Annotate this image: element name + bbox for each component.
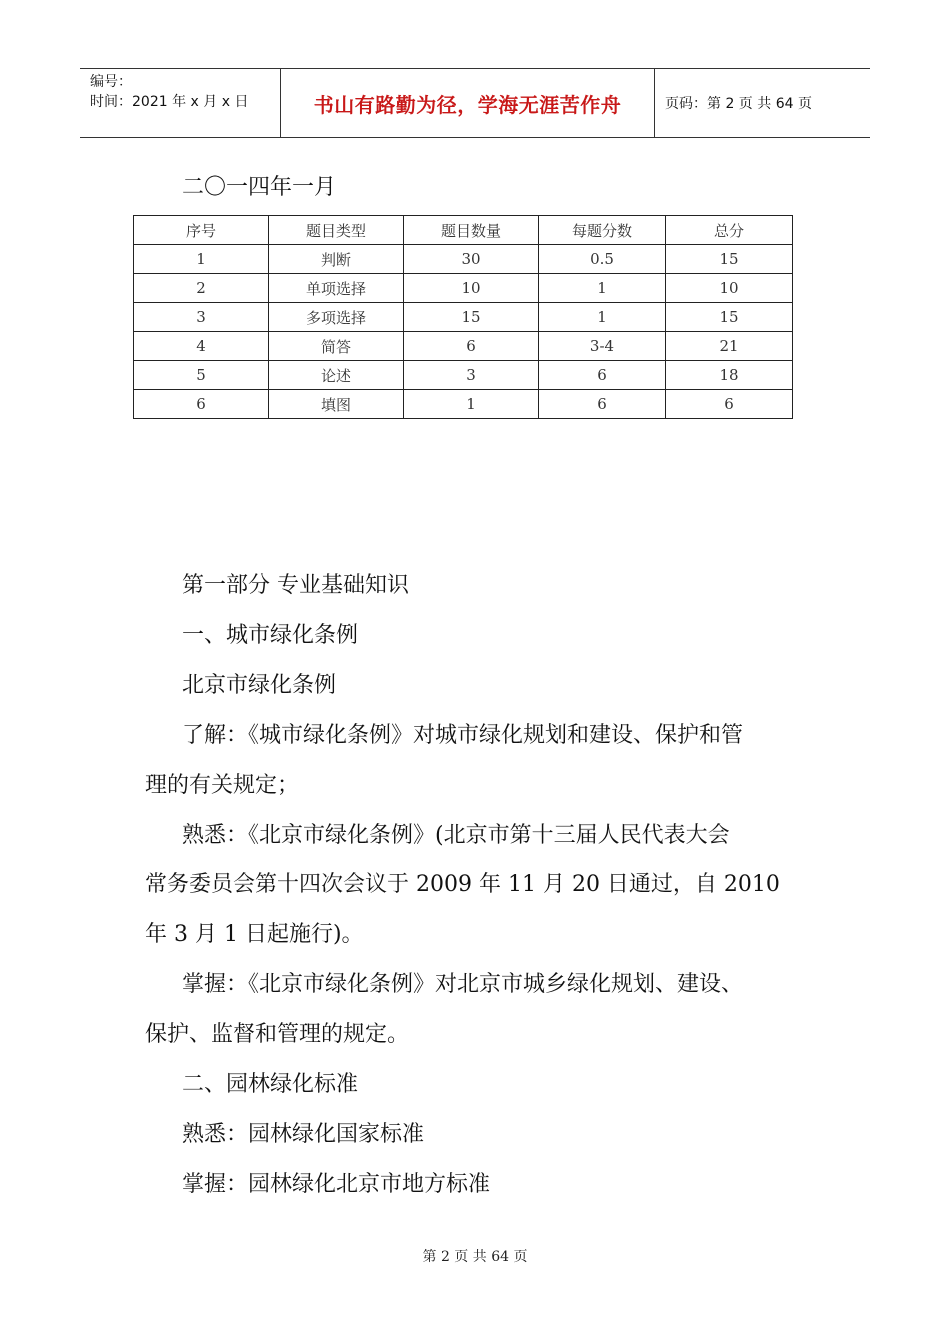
table-cell: 0.5 — [539, 245, 666, 274]
motto: 书山有路勤为径，学海无涯苦作舟 — [313, 92, 622, 117]
page-header — [80, 68, 870, 138]
number-label: 编号： — [90, 74, 132, 90]
paragraph: 熟悉：《北京市绿化条例》(北京市第十三届人民代表大会 — [182, 823, 730, 848]
table-row — [134, 390, 793, 419]
table-cell: 简答 — [269, 332, 404, 361]
subsection-heading: 一、城市绿化条例 — [182, 623, 359, 648]
table-header-cell: 每题分数 — [539, 216, 666, 245]
subsection-heading: 二、园林绿化标准 — [182, 1072, 359, 1097]
paragraph: 掌握：园林绿化北京市地方标准 — [182, 1172, 491, 1197]
table-cell: 18 — [666, 361, 793, 390]
table-row — [134, 332, 793, 361]
table-cell: 1 — [539, 303, 666, 332]
time-label: 时间：2021 年 x 月 x 日 — [90, 94, 249, 110]
table-cell: 3 — [404, 361, 539, 390]
table-header-cell: 总分 — [666, 216, 793, 245]
header-meta — [80, 69, 280, 137]
table-row — [134, 274, 793, 303]
table-header-cell: 序号 — [134, 216, 269, 245]
table-cell: 15 — [404, 303, 539, 332]
table-cell: 10 — [666, 274, 793, 303]
paragraph: 理的有关规定； — [145, 773, 300, 798]
table-cell: 多项选择 — [269, 303, 404, 332]
paragraph: 常务委员会第十四次会议于 2009 年 11 月 20 日通过，自 2010 — [145, 872, 780, 897]
table-cell: 6 — [134, 390, 269, 419]
table-cell: 填图 — [269, 390, 404, 419]
table-cell: 3 — [134, 303, 269, 332]
table-header-row — [134, 216, 793, 245]
table-cell: 3-4 — [539, 332, 666, 361]
paragraph: 年 3 月 1 日起施行)。 — [145, 922, 364, 947]
table-cell: 4 — [134, 332, 269, 361]
table-cell: 1 — [539, 274, 666, 303]
table-row — [134, 245, 793, 274]
table-row — [134, 303, 793, 332]
table-cell: 30 — [404, 245, 539, 274]
table-cell: 6 — [666, 390, 793, 419]
table-cell: 单项选择 — [269, 274, 404, 303]
table-cell: 6 — [539, 390, 666, 419]
table-cell: 5 — [134, 361, 269, 390]
table-cell: 判断 — [269, 245, 404, 274]
header-page-info — [653, 69, 870, 137]
table-row — [134, 361, 793, 390]
table-cell: 1 — [404, 390, 539, 419]
table-cell: 2 — [134, 274, 269, 303]
table-cell: 10 — [404, 274, 539, 303]
table-cell: 6 — [404, 332, 539, 361]
page-info: 页码：第 2 页 共 64 页 — [665, 96, 812, 112]
table-cell: 1 — [134, 245, 269, 274]
paragraph: 熟悉：园林绿化国家标准 — [182, 1122, 425, 1147]
table-cell: 15 — [666, 245, 793, 274]
paragraph: 北京市绿化条例 — [182, 673, 337, 698]
table-header-cell: 题目数量 — [404, 216, 539, 245]
header-motto-cell — [280, 69, 655, 137]
table-header-cell: 题目类型 — [269, 216, 404, 245]
page-footer: 第 2 页 共 64 页 — [422, 1249, 528, 1265]
table-cell: 论述 — [269, 361, 404, 390]
paragraph: 保护、监督和管理的规定。 — [145, 1022, 410, 1047]
table-cell: 21 — [666, 332, 793, 361]
date-line: 二〇一四年一月 — [182, 175, 337, 200]
section-heading: 第一部分 专业基础知识 — [182, 573, 409, 598]
score-table — [133, 215, 793, 419]
paragraph: 掌握：《北京市绿化条例》对北京市城乡绿化规划、建设、 — [182, 972, 744, 997]
paragraph: 了解：《城市绿化条例》对城市绿化规划和建设、保护和管 — [182, 723, 744, 748]
table-cell: 15 — [666, 303, 793, 332]
table-cell: 6 — [539, 361, 666, 390]
